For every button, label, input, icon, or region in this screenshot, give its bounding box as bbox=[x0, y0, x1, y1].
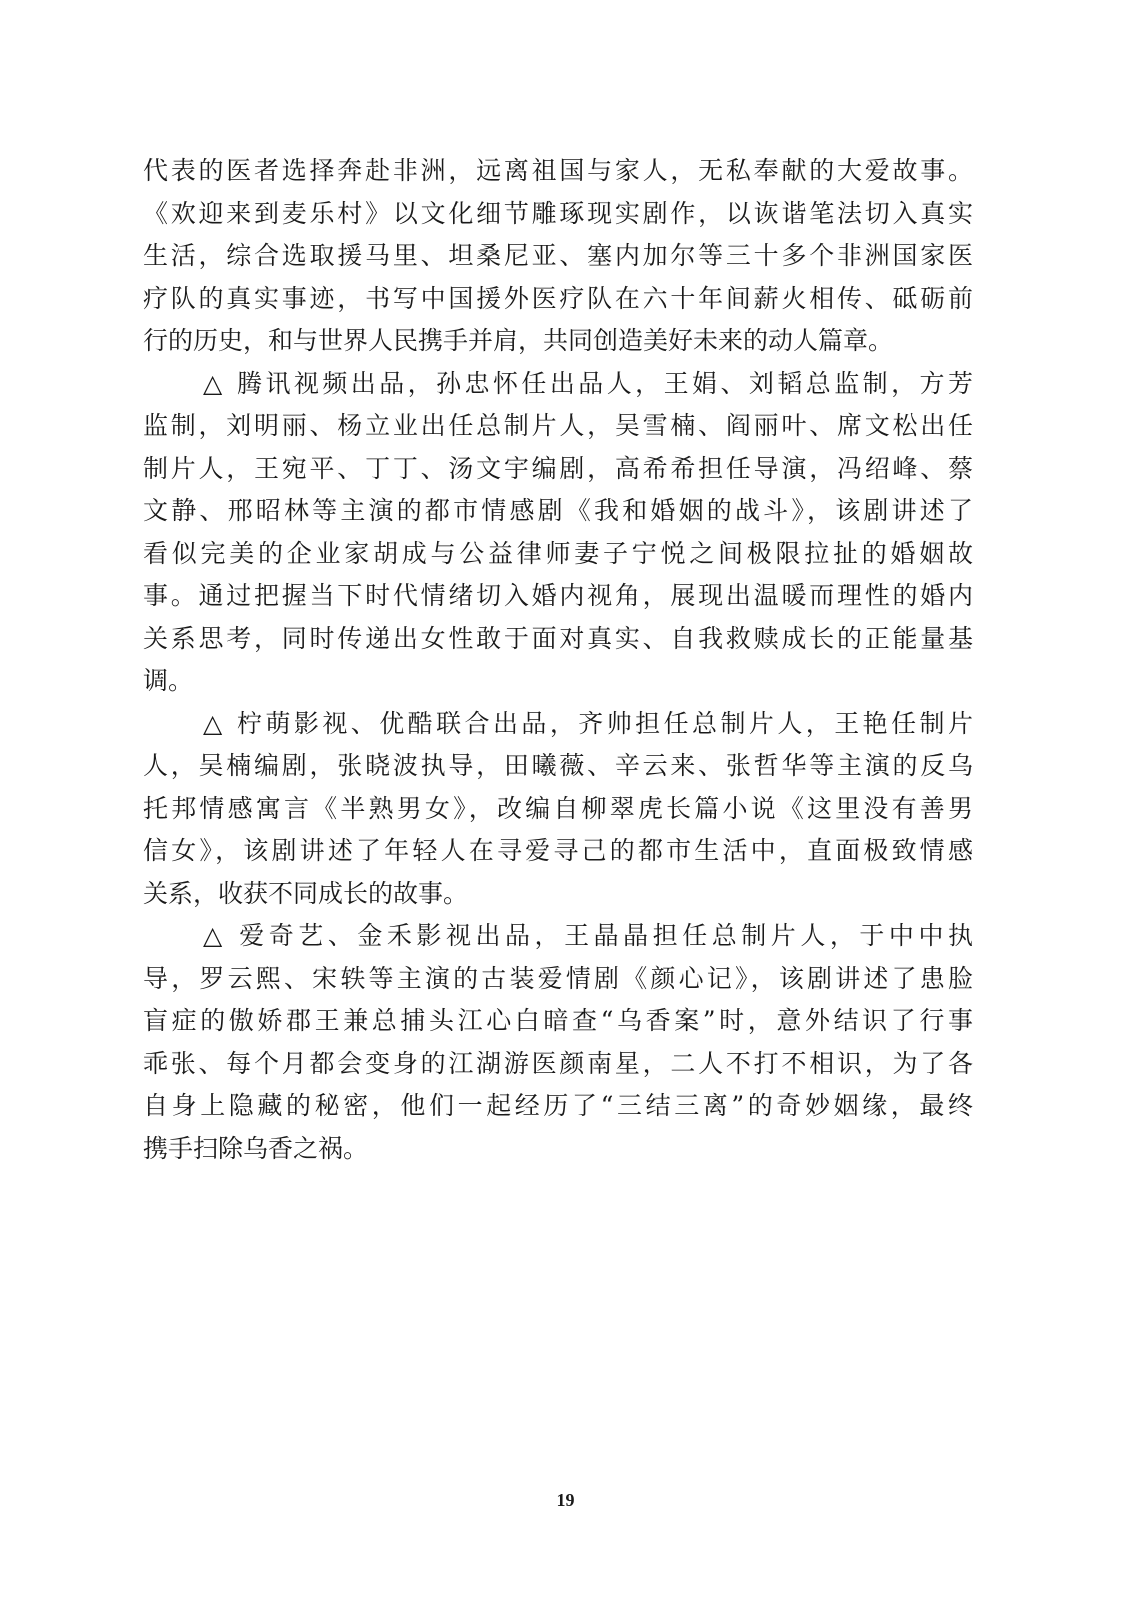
text-line: 关系，收获不同成长的故事。 bbox=[143, 878, 469, 908]
text-line: 《欢迎来到麦乐村》以文化细节雕琢现实剧作，以诙谐笔法切入真实 bbox=[143, 198, 973, 228]
text-line: 监制，刘明丽、杨立业出任总制片人，吴雪楠、阎丽叶、席文松出任 bbox=[143, 411, 973, 440]
text-line: 盲症的傲娇郡王兼总捕头江心白暗查“乌香案”时，意外结识了行事 bbox=[143, 1006, 973, 1035]
text-line: 信女》，该剧讲述了年轻人在寻爱寻己的都市生活中，直面极致情感 bbox=[143, 836, 973, 865]
body-text bbox=[143, 150, 973, 1170]
text-line: 导，罗云熙、宋轶等主演的古装爱情剧《颜心记》，该剧讲述了患脸 bbox=[143, 963, 973, 993]
page-number: 19 bbox=[556, 1490, 575, 1510]
text-line: 乖张、每个月都会变身的江湖游医颜南星，二人不打不相识，为了各 bbox=[143, 1048, 973, 1078]
text-line: 制片人，王宛平、丁丁、汤文宇编剧，高希希担任导演，冯绍峰、蔡 bbox=[143, 453, 973, 483]
text-line: 行的历史，和与世界人民携手并肩，共同创造美好未来的动人篇章。 bbox=[143, 326, 894, 355]
text-line: 事。通过把握当下时代情绪切入婚内视角，展现出温暖而理性的婚内 bbox=[143, 581, 973, 610]
text-line: 调。 bbox=[143, 666, 194, 695]
text-line: 人，吴楠编剧，张晓波执导，田曦薇、辛云来、张哲华等主演的反乌 bbox=[143, 751, 973, 780]
text-line: △ 腾讯视频出品，孙忠怀任出品人，王娟、刘韬总监制，方芳 bbox=[203, 368, 973, 398]
text-line: 看似完美的企业家胡成与公益律师妻子宁悦之间极限拉扯的婚姻故 bbox=[143, 538, 973, 568]
text-line: △ 爱奇艺、金禾影视出品，王晶晶担任总制片人，于中中执 bbox=[203, 921, 973, 950]
text-line: 关系思考，同时传递出女性敢于面对真实、自我救赎成长的正能量基 bbox=[143, 623, 973, 653]
text-line: 自身上隐藏的秘密，他们一起经历了“三结三离”的奇妙姻缘，最终 bbox=[143, 1091, 973, 1120]
paragraph-half-mature bbox=[143, 703, 973, 916]
text-line: 携手扫除乌香之祸。 bbox=[143, 1133, 369, 1163]
text-line: 文静、邢昭林等主演的都市情感剧《我和婚姻的战斗》，该剧讲述了 bbox=[143, 496, 973, 525]
paragraph-medical-team bbox=[143, 150, 973, 363]
text-line: 疗队的真实事迹，书写中国援外医疗队在六十年间薪火相传、砥砺前 bbox=[143, 283, 973, 313]
text-line: 代表的医者选择奔赴非洲，远离祖国与家人，无私奉献的大爱故事。 bbox=[143, 156, 973, 185]
paragraph-marriage-drama bbox=[143, 363, 973, 703]
paragraph-yanxinji bbox=[143, 915, 973, 1170]
text-line: 生活，综合选取援马里、坦桑尼亚、塞内加尔等三十多个非洲国家医 bbox=[143, 241, 973, 270]
text-line: 托邦情感寓言《半熟男女》，改编自柳翠虎长篇小说《这里没有善男 bbox=[143, 793, 973, 823]
text-line: △ 柠萌影视、优酷联合出品，齐帅担任总制片人，王艳任制片 bbox=[203, 708, 973, 738]
